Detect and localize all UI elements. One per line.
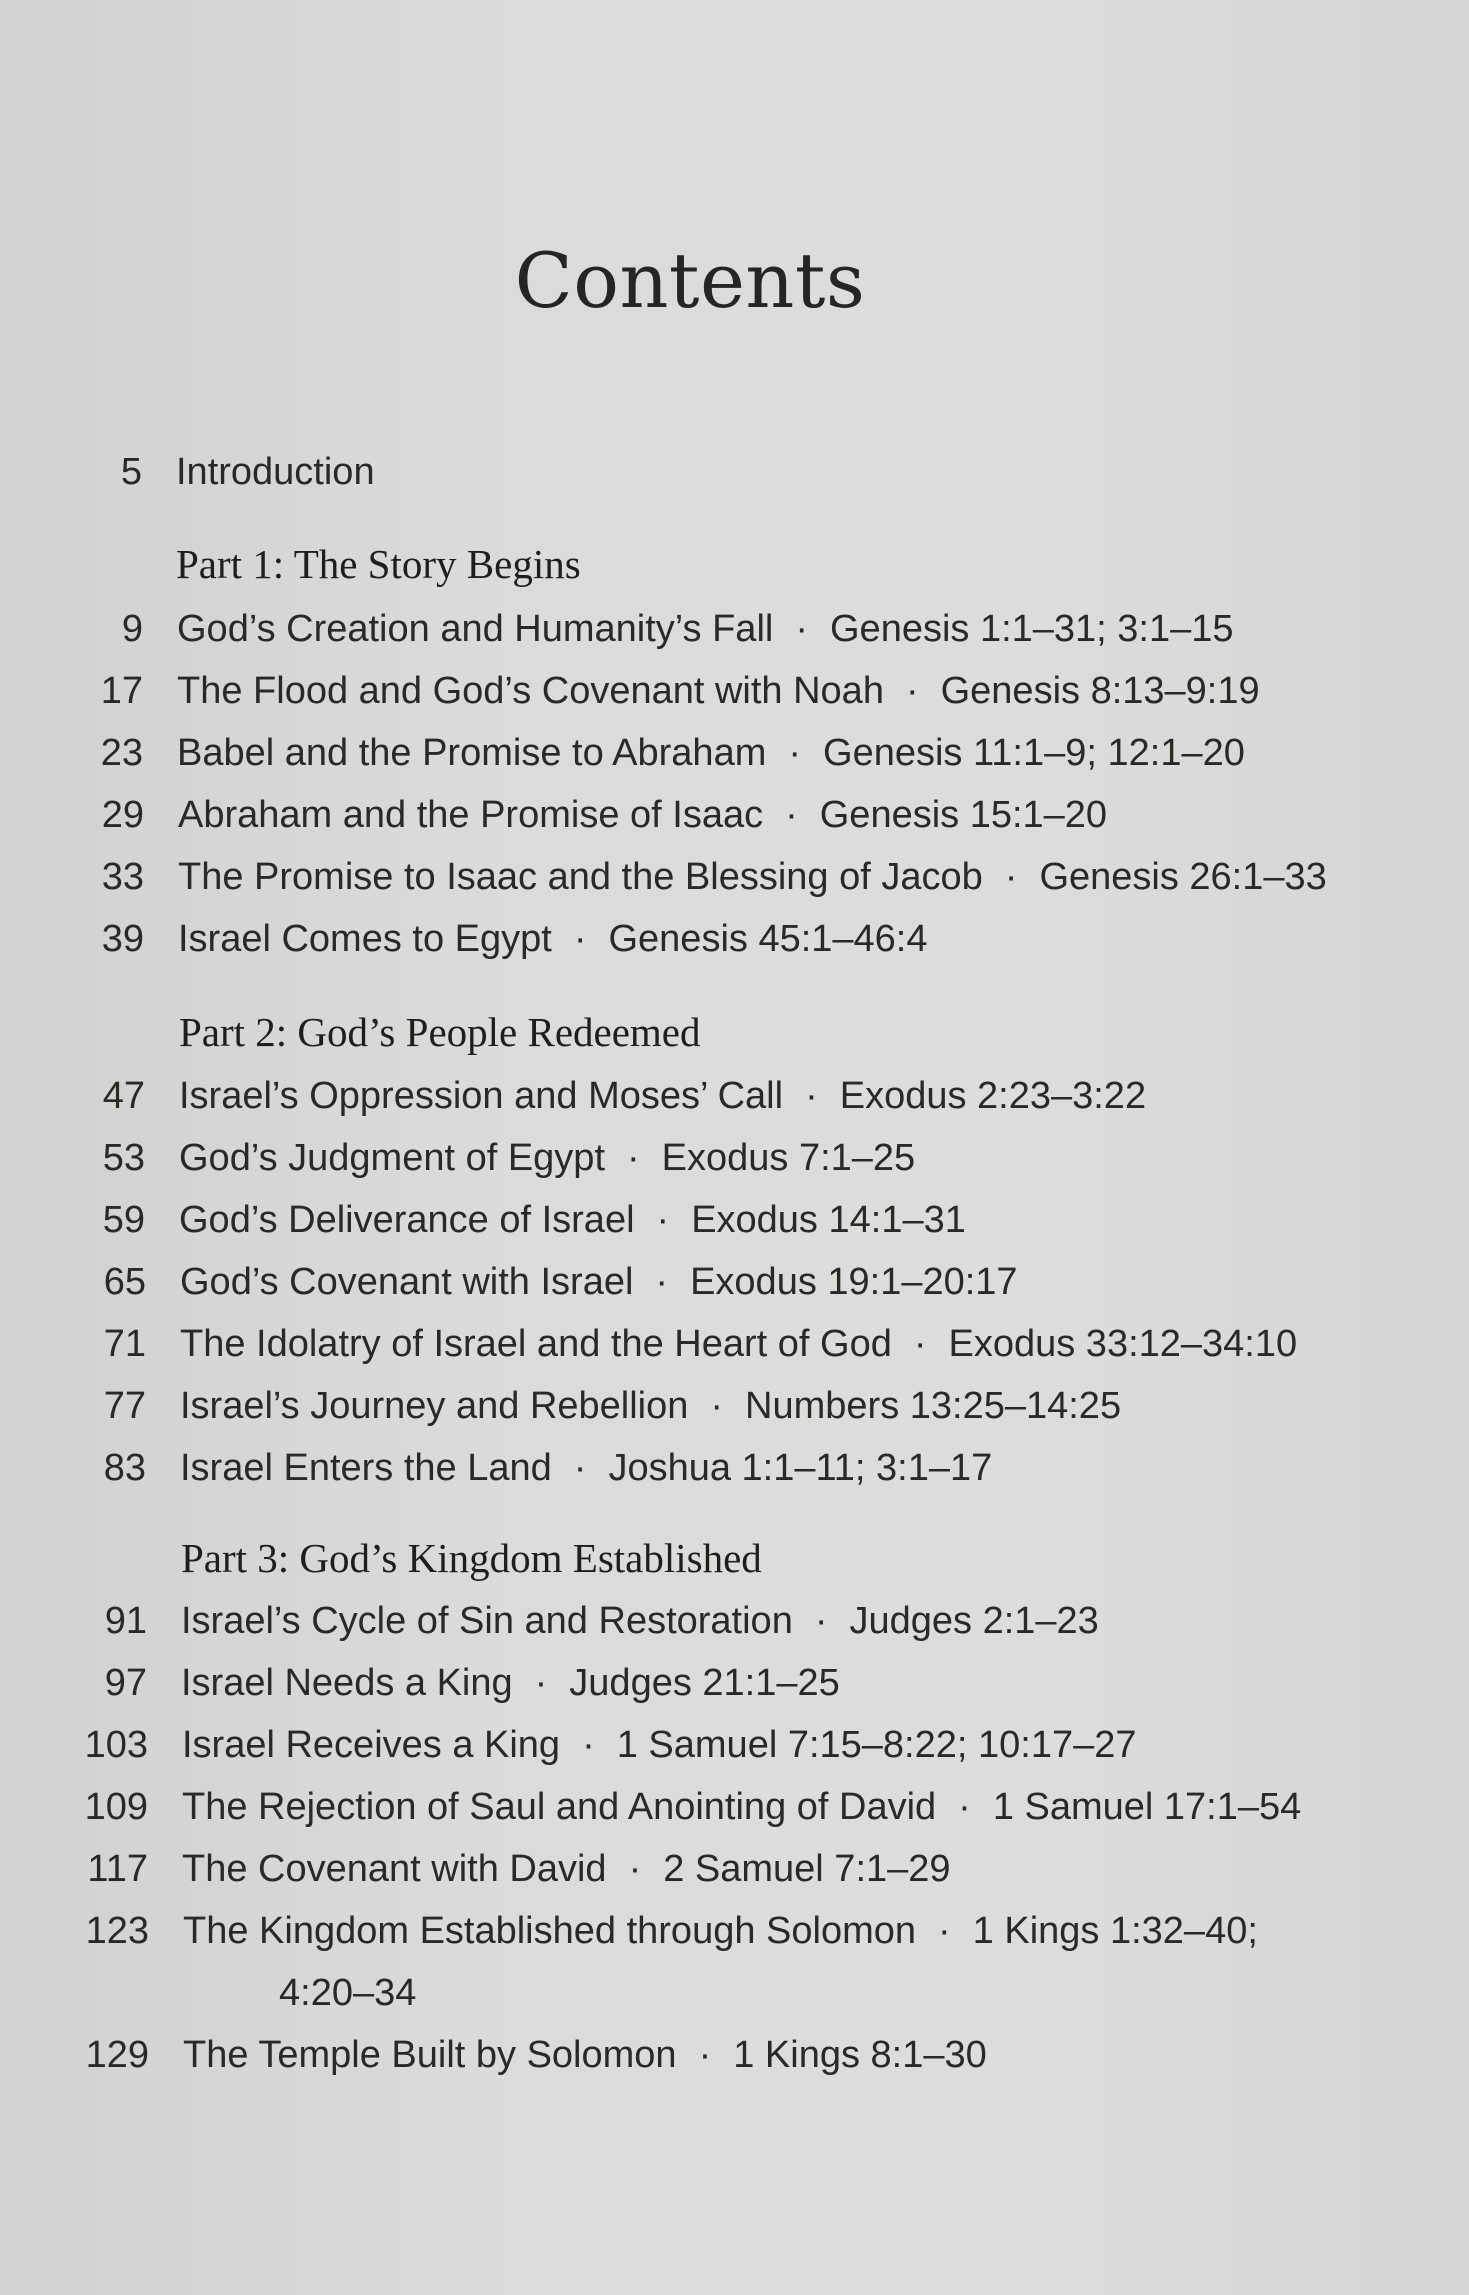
toc-entry-title: The Covenant with David [182, 1848, 607, 1890]
toc-scripture-reference: 1 Samuel 17:1–54 [992, 1786, 1302, 1828]
toc-entry [5, 1590, 1469, 1652]
toc-entry-text [179, 1189, 966, 1251]
toc-entry-title: Israel Receives a King [182, 1724, 561, 1766]
toc-page-number: 103 [84, 1724, 148, 1766]
toc-page-number: 65 [103, 1261, 146, 1303]
part-heading: Part 2: God’s People Redeemed [179, 1009, 701, 1055]
toc-entry-text [182, 1838, 951, 1900]
toc-page-number: 29 [101, 794, 144, 836]
middot-separator: · [573, 1447, 587, 1489]
toc-scripture-reference: Joshua 1:1–11; 3:1–17 [608, 1447, 993, 1489]
toc-scripture-reference: Genesis 11:1–9; 12:1–20 [823, 732, 1245, 774]
toc-entry-title: God’s Covenant with Israel [180, 1261, 634, 1303]
middot-separator: · [582, 1724, 595, 1766]
middot-separator: · [938, 1910, 951, 1952]
middot-separator: · [698, 2034, 712, 2076]
part-heading: Part 3: God’s Kingdom Established [181, 1535, 762, 1581]
toc-scripture-reference: Exodus 33:12–34:10 [948, 1323, 1298, 1365]
toc-page-number: 77 [103, 1385, 146, 1427]
toc-entry-title: The Temple Built by Solomon [183, 2034, 677, 2076]
toc-page-number: 83 [103, 1447, 146, 1489]
toc-entry-title: Israel Needs a King [181, 1662, 513, 1704]
toc-entry [4, 1437, 1469, 1499]
toc-entry-text [178, 846, 1327, 908]
toc-entry [2, 784, 1469, 846]
part-heading: Part 1: The Story Begins [176, 541, 581, 587]
toc-page-number: 123 [85, 1910, 149, 1952]
middot-separator: · [534, 1662, 548, 1704]
toc-entry [1, 722, 1469, 784]
toc-page-number: 97 [104, 1662, 147, 1704]
toc-entry [2, 908, 1469, 970]
toc-scripture-reference: Genesis 15:1–20 [819, 794, 1108, 836]
toc-scripture-reference: Genesis 26:1–33 [1039, 856, 1327, 898]
toc-scripture-reference: Genesis 1:1–31; 3:1–15 [830, 608, 1234, 650]
toc-page-number: 53 [102, 1137, 145, 1179]
toc-entry [2, 846, 1469, 908]
middot-separator: · [905, 670, 919, 712]
toc-entry-text [182, 1776, 1301, 1838]
toc-scripture-reference: Exodus 14:1–31 [691, 1199, 966, 1241]
toc-entry-text [180, 1437, 992, 1499]
toc-entry-title: Israel’s Journey and Rebellion [180, 1385, 689, 1427]
toc-entry-text [176, 441, 375, 503]
middot-separator: · [913, 1323, 927, 1365]
middot-separator: · [628, 1848, 642, 1890]
toc-entry-text [178, 908, 928, 970]
toc-entry-text [180, 1313, 1297, 1375]
toc-page-number: 39 [101, 918, 144, 960]
toc-page-number: 109 [84, 1786, 148, 1828]
toc-entry [3, 1065, 1469, 1127]
toc-entry-text [177, 660, 1260, 722]
toc-scripture-reference: Exodus 19:1–20:17 [690, 1261, 1018, 1303]
toc-entry-text [178, 784, 1107, 846]
toc-entry-text [180, 1375, 1121, 1437]
toc-page-number: 129 [85, 2034, 149, 2076]
middot-separator: · [627, 1137, 640, 1179]
toc-entry [1, 598, 1469, 660]
toc-page-number: 47 [102, 1075, 145, 1117]
toc-entry-text [180, 1251, 1018, 1313]
toc-entry [0, 441, 1469, 503]
middot-separator: · [958, 1786, 971, 1828]
toc-entry-text [177, 722, 1245, 784]
toc-scripture-reference: Exodus 2:23–3:22 [839, 1075, 1147, 1117]
toc-entry-title: Israel’s Oppression and Moses’ Call [179, 1075, 784, 1117]
page-title: Contents [514, 236, 866, 325]
toc-scripture-reference: 1 Samuel 7:15–8:22; 10:17–27 [616, 1724, 1137, 1766]
middot-separator: · [655, 1261, 669, 1303]
toc-entry [7, 2024, 1469, 2086]
toc-scripture-reference: 1 Kings 1:32–40; [972, 1910, 1258, 1952]
toc-entry-text [177, 598, 1234, 660]
toc-page-number: 17 [100, 670, 143, 712]
toc-entry-title: God’s Judgment of Egypt [179, 1137, 605, 1179]
toc-entry-text [181, 1590, 1099, 1652]
toc-entry-title: The Rejection of Saul and Anointing of David [182, 1786, 937, 1828]
middot-separator: · [710, 1385, 724, 1427]
toc-entry-title: God’s Deliverance of Israel [179, 1199, 635, 1241]
middot-separator: · [785, 794, 798, 836]
toc-entry-title: The Kingdom Established through Solomon [183, 1910, 917, 1952]
toc-scripture-reference: 1 Kings 8:1–30 [733, 2034, 987, 2076]
toc-entry [7, 1900, 1469, 2014]
toc-entry-title: The Idolatry of Israel and the Heart of God [180, 1323, 892, 1365]
toc-entry-title: God’s Creation and Humanity’s Fall [177, 608, 774, 650]
toc-entry [5, 1652, 1469, 1714]
toc-entry-title: Israel’s Cycle of Sin and Restoration [181, 1600, 793, 1642]
toc-page-number: 23 [100, 732, 143, 774]
toc-entry-text [179, 1127, 915, 1189]
toc-scripture-reference: Judges 21:1–25 [569, 1662, 840, 1704]
toc-entry [4, 1313, 1469, 1375]
toc-entry [3, 1189, 1469, 1251]
toc-entry [3, 1127, 1469, 1189]
toc-entry [4, 1251, 1469, 1313]
middot-separator: · [805, 1075, 818, 1117]
toc-scripture-reference: 2 Samuel 7:1–29 [663, 1848, 951, 1890]
toc-page-number: 5 [120, 451, 142, 493]
toc-entry-text [181, 1652, 840, 1714]
toc-scripture-reference-continued: 4:20–34 [279, 1972, 417, 2014]
middot-separator: · [573, 918, 587, 960]
toc-entry [6, 1776, 1469, 1838]
toc-scripture-reference: Numbers 13:25–14:25 [745, 1385, 1122, 1427]
toc-entry [1, 660, 1469, 722]
toc-scripture-reference: Genesis 8:13–9:19 [940, 670, 1260, 712]
toc-entry-text [179, 1065, 1146, 1127]
toc-entry-text [182, 1714, 1137, 1776]
middot-separator: · [1004, 856, 1018, 898]
toc-page-number: 33 [101, 856, 144, 898]
middot-separator: · [814, 1600, 828, 1642]
middot-separator: · [795, 608, 808, 650]
middot-separator: · [656, 1199, 670, 1241]
toc-entry-title: Israel Enters the Land [180, 1447, 552, 1489]
toc-page-number: 59 [102, 1199, 145, 1241]
toc-entry-title: The Promise to Isaac and the Blessing of Jacob [178, 856, 983, 898]
toc-entry [4, 1375, 1469, 1437]
toc-entry [6, 1714, 1469, 1776]
toc-scripture-reference: Judges 2:1–23 [849, 1600, 1099, 1642]
toc-scripture-reference: Genesis 45:1–46:4 [608, 918, 928, 960]
toc-entry-title: Abraham and the Promise of Isaac [178, 794, 764, 836]
toc-entry [6, 1838, 1469, 1900]
toc-entry-title: Introduction [176, 451, 375, 493]
toc-entry-title: The Flood and God’s Covenant with Noah [177, 670, 884, 712]
toc-page-number: 117 [87, 1848, 148, 1890]
toc-page-number: 91 [104, 1600, 147, 1642]
toc-entry-text [183, 2024, 987, 2086]
toc-page-number: 71 [103, 1323, 146, 1365]
toc-scripture-reference: Exodus 7:1–25 [661, 1137, 916, 1179]
toc-entry-title: Babel and the Promise to Abraham [177, 732, 767, 774]
toc-page-number: 9 [121, 608, 143, 650]
middot-separator: · [788, 732, 802, 774]
toc-entry-text [183, 1900, 1258, 1962]
toc-entry-title: Israel Comes to Egypt [178, 918, 552, 960]
